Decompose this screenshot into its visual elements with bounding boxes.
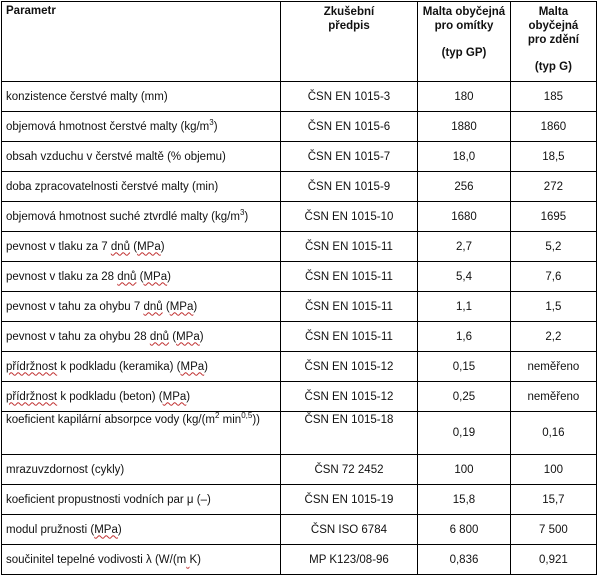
parameter-cell: modul pružnosti (MPa) <box>2 515 281 545</box>
mu-symbol: μ <box>186 493 194 506</box>
method-cell: ČSN EN 1015-11 <box>280 292 417 322</box>
mortar-properties-table <box>1 1 597 575</box>
parameter-cell: pevnost v tlaku za 7 dnů (MPa) <box>2 232 281 262</box>
g-value-cell: 7,6 <box>510 262 596 292</box>
parameter-cell: doba zpracovatelnosti čerstvé malty (min) <box>2 172 281 202</box>
gp-value-cell: 1880 <box>418 112 511 142</box>
gp-value-cell: 15,8 <box>418 485 511 515</box>
g-value-cell: 18,5 <box>510 142 596 172</box>
method-cell: ČSN EN 1015-12 <box>280 382 417 412</box>
gp-value-cell: 0,25 <box>418 382 511 412</box>
parameter-cell: pevnost v tahu za ohybu 28 dnů (MPa) <box>2 322 281 352</box>
header-g-line1: Malta obyčejná <box>528 6 579 32</box>
table-row <box>2 382 597 412</box>
parameter-cell: pevnost v tahu za ohybu 7 dnů (MPa) <box>2 292 281 322</box>
g-value-cell: 272 <box>510 172 596 202</box>
method-cell: ČSN EN 1015-3 <box>280 82 417 112</box>
method-cell: ČSN 72 2452 <box>280 455 417 485</box>
method-cell: ČSN EN 1015-10 <box>280 202 417 232</box>
gp-value-cell: 180 <box>418 82 511 112</box>
gp-value-cell: 1,1 <box>418 292 511 322</box>
parameter-cell: koeficient propustnosti vodních par μ (–) <box>2 485 281 515</box>
g-value-cell: 1695 <box>510 202 596 232</box>
parameter-cell: součinitel tepelné vodivosti λ (W/(m K) <box>2 545 281 575</box>
table-row <box>2 352 597 382</box>
gp-value-cell: 0,19 <box>418 412 511 455</box>
method-cell: ČSN EN 1015-19 <box>280 485 417 515</box>
parameter-cell: obsah vzduchu v čerstvé maltě (% objemu) <box>2 142 281 172</box>
header-gp-line2: pro omítky <box>434 20 494 32</box>
header-row <box>2 2 597 82</box>
table-row <box>2 172 597 202</box>
g-value-cell: 7 500 <box>510 515 596 545</box>
header-parameter: Parametr <box>2 2 281 82</box>
parameter-cell: přídržnost k podkladu (beton) (MPa) <box>2 382 281 412</box>
parameter-cell: konzistence čerstvé malty (mm) <box>2 82 281 112</box>
table-row <box>2 82 597 112</box>
table-row <box>2 485 597 515</box>
g-value-cell: 100 <box>510 455 596 485</box>
table-row <box>2 232 597 262</box>
header-g-line2: pro zdění <box>527 34 579 46</box>
gp-value-cell: 0,836 <box>418 545 511 575</box>
method-cell: ČSN EN 1015-18 <box>280 412 417 455</box>
method-cell: MP K123/08-96 <box>280 545 417 575</box>
header-test-method <box>280 2 417 82</box>
gp-value-cell: 6 800 <box>418 515 511 545</box>
header-g-type: (typ G) <box>534 61 572 73</box>
gp-value-cell: 0,15 <box>418 352 511 382</box>
g-value-cell: 0,16 <box>510 412 596 455</box>
table-row <box>2 412 597 455</box>
g-value-cell: 15,7 <box>510 485 596 515</box>
method-cell: ČSN EN 1015-11 <box>280 232 417 262</box>
gp-value-cell: 1,6 <box>418 322 511 352</box>
gp-value-cell: 18,0 <box>418 142 511 172</box>
table-row <box>2 545 597 575</box>
parameter-cell: objemová hmotnost čerstvé malty $(kg/m^3)$ <box>2 112 281 142</box>
table-row <box>2 322 597 352</box>
gp-value-cell: 256 <box>418 172 511 202</box>
table-row <box>2 515 597 545</box>
table-row <box>2 202 597 232</box>
g-value-cell: neměřeno <box>510 382 596 412</box>
g-value-cell: 0,921 <box>510 545 596 575</box>
method-cell: ČSN EN 1015-6 <box>280 112 417 142</box>
method-cell: ČSN EN 1015-11 <box>280 262 417 292</box>
gp-value-cell: 100 <box>418 455 511 485</box>
method-cell: ČSN EN 1015-11 <box>280 322 417 352</box>
gp-value-cell: 2,7 <box>418 232 511 262</box>
table-row <box>2 455 597 485</box>
method-cell: ČSN ISO 6784 <box>280 515 417 545</box>
header-gp-mortar <box>418 2 511 82</box>
g-value-cell: neměřeno <box>510 352 596 382</box>
method-cell: ČSN EN 1015-12 <box>280 352 417 382</box>
g-value-cell: 1860 <box>510 112 596 142</box>
gp-value-cell: 5,4 <box>418 262 511 292</box>
table-row <box>2 142 597 172</box>
g-value-cell: 2,2 <box>510 322 596 352</box>
g-value-cell: 5,2 <box>510 232 596 262</box>
method-cell: ČSN EN 1015-9 <box>280 172 417 202</box>
method-cell: ČSN EN 1015-7 <box>280 142 417 172</box>
header-gp-line1: Malta obyčejná <box>422 6 506 18</box>
g-value-cell: 185 <box>510 82 596 112</box>
header-gp-type: (typ GP) <box>441 47 487 59</box>
header-method-line1: Zkušební <box>323 6 375 18</box>
g-value-cell: 1,5 <box>510 292 596 322</box>
table-row <box>2 292 597 322</box>
lambda-symbol: λ <box>146 553 152 566</box>
parameter-cell: objemová hmotnost suché ztvrdlé malty $(kg/m^3)$ <box>2 202 281 232</box>
parameter-cell: přídržnost k podkladu (keramika) (MPa) <box>2 352 281 382</box>
parameter-cell: mrazuvzdornost (cykly) <box>2 455 281 485</box>
table-row <box>2 262 597 292</box>
parameter-cell: pevnost v tlaku za 28 dnů (MPa) <box>2 262 281 292</box>
header-method-line2: předpis <box>328 20 370 32</box>
gp-value-cell: 1680 <box>418 202 511 232</box>
table-row <box>2 112 597 142</box>
parameter-cell: koeficient kapilární absorpce vody ($kg/(m^2$ $\min^{0,5}$)) <box>2 412 281 455</box>
header-g-mortar <box>510 2 596 82</box>
